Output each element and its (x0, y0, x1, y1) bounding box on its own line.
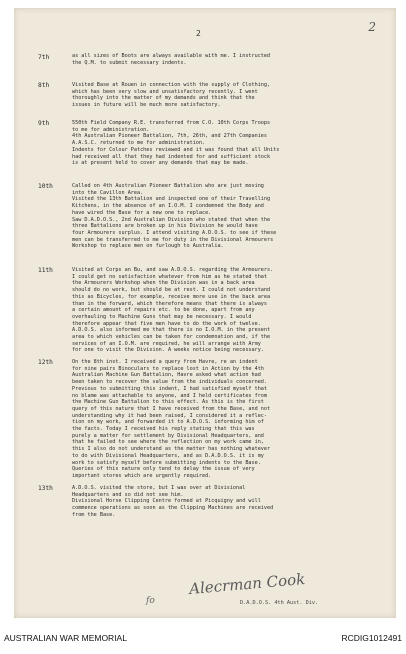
entry-date: 11th (38, 267, 53, 274)
corner-page-number: 2 (368, 20, 376, 34)
entry-date: 13th (38, 485, 53, 492)
archive-credit: AUSTRALIAN WAR MEMORIAL (4, 633, 127, 643)
entry-text: A.D.O.S. visited the store, but I was over at Divisional Headquarters and so did not see him. Divisional Horse Clipping Centre formed at Picquigny and will commence operations as soon as the Clipping Machines are received from the Base. (72, 485, 274, 518)
entry-text: Visited Base at Rouen in connection with the supply of Clothing, which has been very slow and unsatisfactory recently. I went thoroughly into the matter of my demands and think that the issues in future will be much more satisfactory. (72, 82, 271, 109)
entry-text: On the 8th inst. I received a query from Havre, re an indent for nine pairs Binoculars to replace lost in Action by the 4th Australian Machine Gun Battalion, Havre asked what action had been taken to recover the value from the individuals concerned. Previous to submitting this indent, I had satisfied myself that no blame was attachable to anyone, and I held certificates from the Machine Gun Battalion to this effect. As this is the first query of this nature that I have received from the Base, and not understanding why it had been raised, I considered it a reflec- tion on my work, and forwarded it to A.D.O.S. informing him of the facts. Today I received his reply stating that this was purely a matter for settlement by Divisional Headquarters, and that he failed to see where the reflection on my work came in, this I also do not understand as the matter has nothing whatever to do with Divisional Headquarters, and as D.A.D.O.S. it is my work to satisfy myself before submitting indents to the Base. Queries of this nature only tend to delay the issue of very important stores which are urgently required. (72, 359, 271, 479)
page-number: 2 (196, 29, 201, 38)
entry-text: as all sizes of Boots are always available with me. I instructed the Q.M. to submit necessary indents. (72, 53, 271, 66)
entry-text: Visited at Corps an Bu, and saw A.D.O.S. regarding the Armourers. I could get no satisfaction whatever from him as he stated that the Armourers Workshop when the Division was in a back area should do no work, but should be at rest. I could not understand this as Bicycles, for example, receive more use in the back area than in the forward, which therefore means that there is always a certain amount of repairs etc. to be done, apart from any overhauling to Machine Guns that may be necessary. I would therefore appear that five men have to do the work of twelve. A.D.O.S. also informed me that there is no I.O.M. in the present area to which vehicles can be taken for condemnation and, if the services of an I.O.M. are required, he will arrange with Army for one to visit the Division. A weeks notice being necessary. (72, 267, 274, 354)
entry-date: 10th (38, 183, 53, 190)
signature-title: D.A.D.O.S. 4th Aust. Div. (240, 600, 319, 606)
document-page (14, 8, 396, 618)
handwritten-signature: Alecrman Cook (188, 569, 306, 599)
entry-date: 9th (38, 120, 50, 127)
entry-text: Called on 4th Australian Pioneer Battalion who are just moving into the Cavillon Area. Visited the 13th Battalion and inspected one of their Travelling Kitchens, in the absence of an I.O.M. I condemned the Body and have wired the Base for a new one to replace. Saw D.A.D.O.S., 2nd Australian Division who stated that when the three Battalions are broken up in his Division he would have four Armourers surplus. I attend visiting A.D.O.S. to see if these men can be transferred to me for duty in the Divisional Armourers Workshop to replace men on furlough to Australia. (72, 183, 277, 250)
entry-date: 8th (38, 82, 50, 89)
archive-reference-id: RCDIG1012491 (341, 633, 402, 643)
entry-date: 12th (38, 359, 53, 366)
initials-mark: fo (146, 596, 155, 606)
entry-date: 7th (38, 54, 50, 61)
entry-text: 550th Field Company R.E. transferred from C.O. 10th Corps Troops to me for administration. 4th Australian Pioneer Battalion, 7th, 26th, and 27th Companies A.A.S.C. returned to me for administration. Indents for Colour Patches reviewed and it was found that all Units had received all that they had indented for and sufficient stock is at present held to cover any demands that may be made. (72, 120, 280, 167)
